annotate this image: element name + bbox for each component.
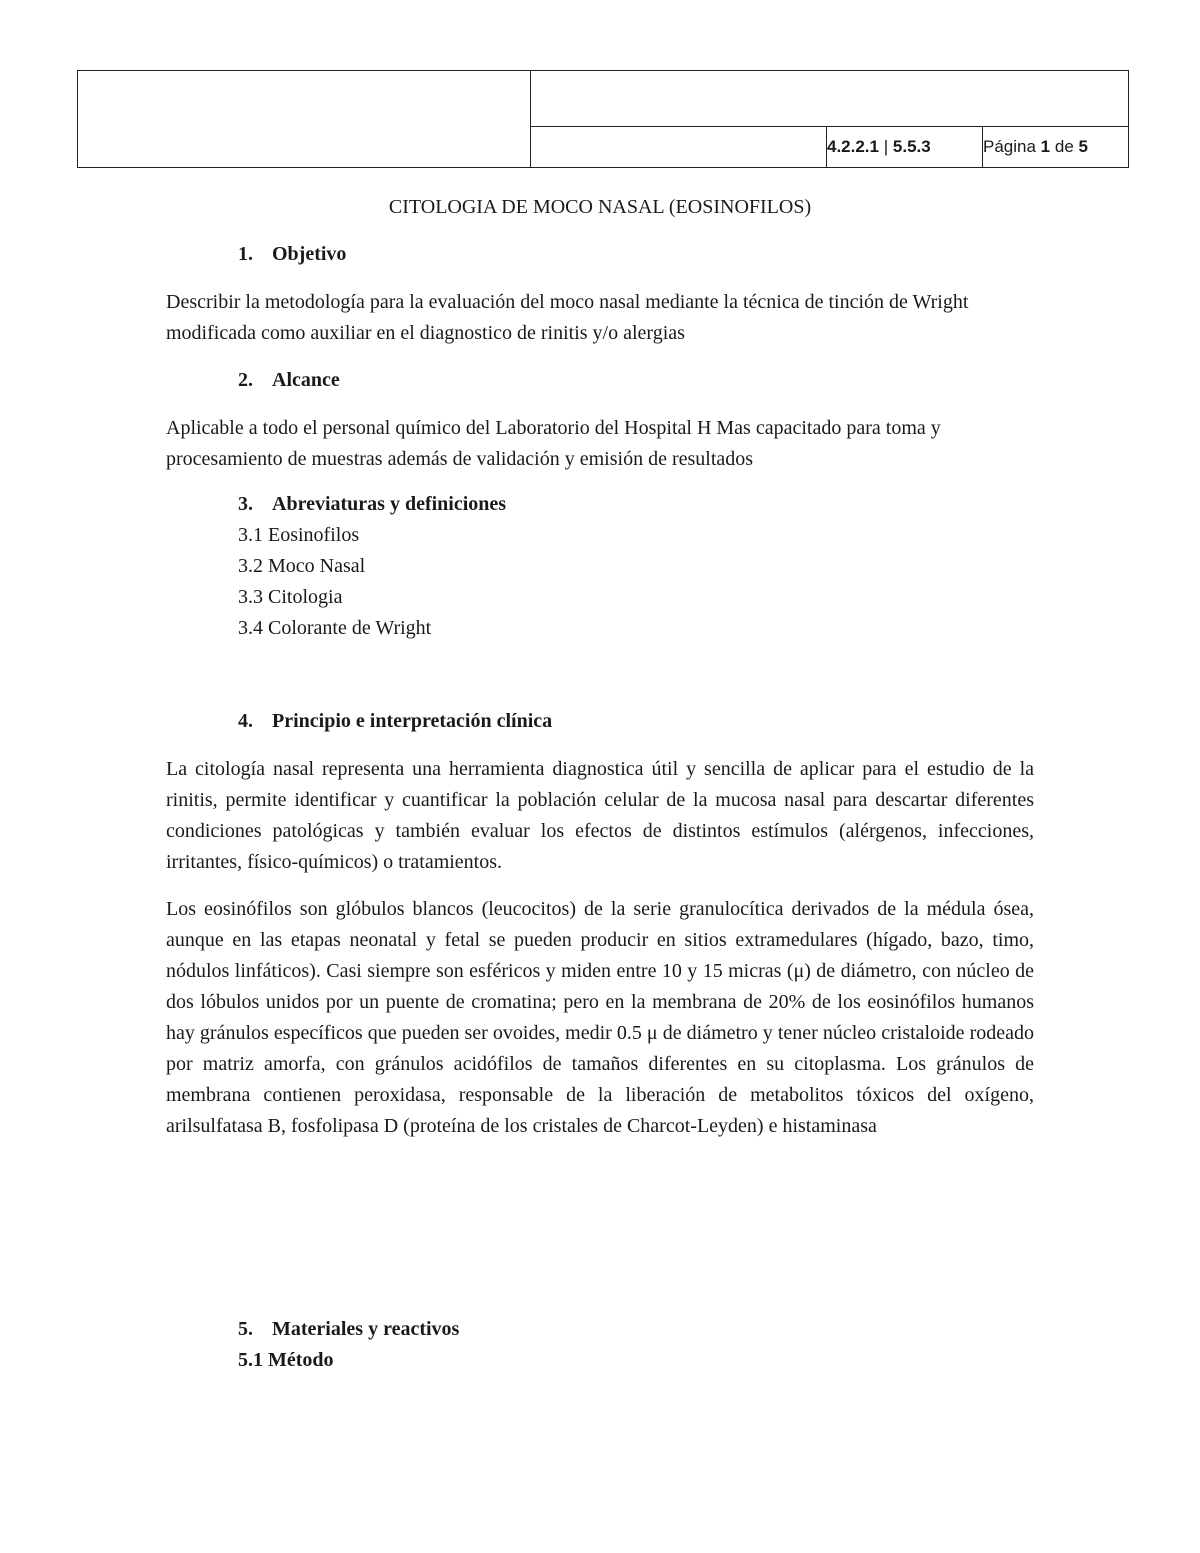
page-total: 5 [1078, 137, 1088, 156]
alcance-paragraph: Aplicable a todo el personal químico del Laboratorio del Hospital H Mas capacitado para toma y procesamiento de muestras además de validación y emisión de resultados [166, 417, 941, 470]
header-separator: | [883, 137, 889, 156]
header-blank-cell [531, 127, 827, 168]
definitions-list [238, 520, 431, 644]
section-title: Alcance [272, 369, 340, 391]
page-current: 1 [1040, 137, 1051, 156]
section-title: Objetivo [272, 243, 347, 265]
header-page-cell [983, 127, 1129, 168]
list-item: 3.2 Moco Nasal [238, 555, 366, 577]
section-title: Principio e interpretación clínica [272, 710, 553, 732]
list-item: 3.3 Citologia [238, 586, 343, 608]
section-heading-abreviaturas [238, 493, 506, 516]
page-label: Página [983, 137, 1036, 156]
document-title: CITOLOGIA DE MOCO NASAL (EOSINOFILOS) [388, 196, 812, 218]
section-title: Materiales y reactivos [272, 1318, 460, 1340]
principio-paragraph-2: Los eosinófilos son glóbulos blancos (leucocitos) de la serie granulocítica derivados de la médula ósea, aunque en las etapas neonatal y fetal se pueden producir en sitios extramedulares (hígado, bazo, timo, nódulos linfáticos). Casi siempre son esféricos y miden entre 10 y 15 micras (μ) de diámetro, con núcleo de dos lóbulos unidos por un puente de cromatina; pero en la membrana de 20% de los eosinófilos humanos hay gránulos específicos que pueden ser ovoides, medir 0.5 μ de diámetro y tener núcleo cristaloide rodeado por matriz amorfa, con gránulos acidófilos de tamaños diferentes en su citoplasma. Los gránulos de membrana contienen peroxidasa, responsable de la liberación de metabolitos tóxicos del oxígeno, arilsulfatasa B, fosfolipasa D (proteína de los cristales de Charcot-Leyden) e histaminasa [166, 898, 1034, 1137]
section-heading-materiales [238, 1318, 459, 1341]
section-number: 5. [238, 1318, 253, 1340]
section-number: 4. [238, 710, 253, 732]
document-header-table [77, 70, 1129, 168]
section-heading-objetivo [238, 243, 346, 266]
principio-paragraph-1: La citología nasal representa una herramienta diagnostica útil y sencilla de aplicar para el estudio de la rinitis, permite identificar y cuantificar la población celular de la mucosa nasal para descartar diferentes condiciones patológicas y también evaluar los efectos de distintos estímulos (alérgenos, infecciones, irritantes, físico-químicos) o tratamientos. [166, 758, 1034, 873]
list-item: 3.1 Eosinofilos [238, 524, 360, 546]
section-number: 2. [238, 369, 253, 391]
section-heading-alcance [238, 369, 340, 392]
objetivo-paragraph: Describir la metodología para la evaluación del moco nasal mediante la técnica de tinción de Wright modificada como auxiliar en el diagnostico de rinitis y/o alergias [166, 291, 969, 344]
list-item: 3.4 Colorante de Wright [238, 617, 432, 639]
header-code-b: 5.5.3 [892, 137, 931, 156]
section-number: 3. [238, 493, 253, 515]
header-code-cell [827, 127, 983, 168]
section-heading-principio [238, 710, 552, 733]
header-code-a: 4.2.2.1 [827, 137, 879, 156]
subsection-heading-metodo: 5.1 Método [238, 1349, 334, 1371]
header-logo-cell [78, 71, 531, 168]
page-of: de [1054, 137, 1074, 156]
section-title: Abreviaturas y definiciones [272, 493, 507, 515]
header-title-cell [531, 71, 1129, 127]
section-number: 1. [238, 243, 253, 265]
